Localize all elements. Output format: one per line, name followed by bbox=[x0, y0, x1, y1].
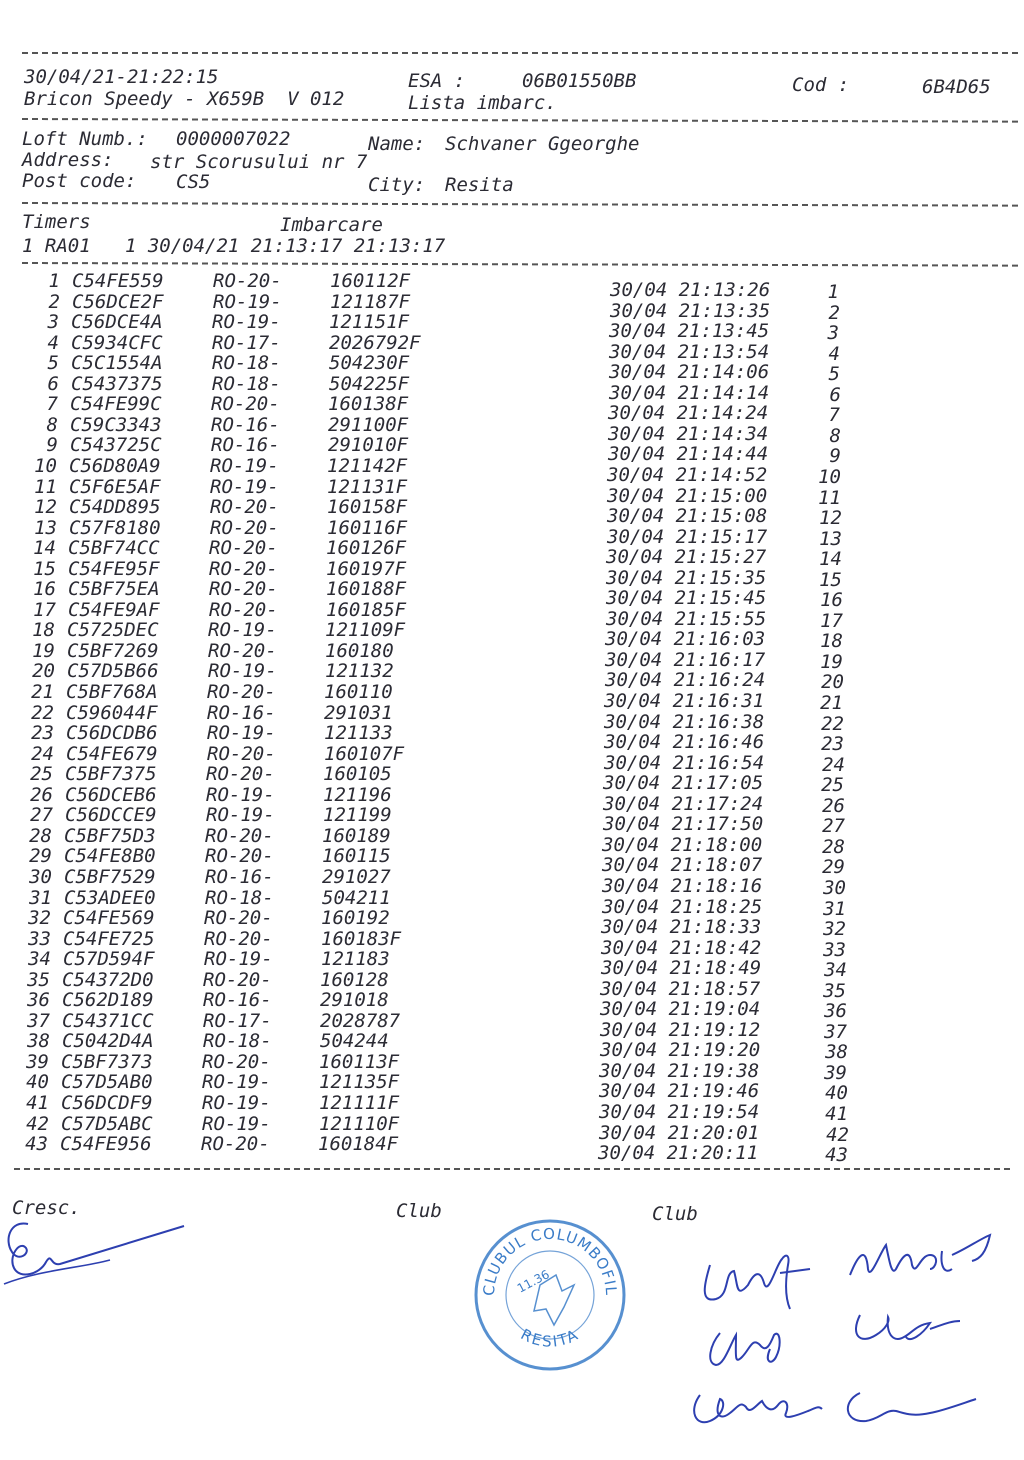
bird-list bbox=[0, 270, 1024, 1170]
loft-divider bbox=[22, 202, 1018, 207]
arrival-time: 30/04 21:14:24 bbox=[608, 402, 769, 425]
club-label-2: Club bbox=[652, 1203, 698, 1225]
arrival-time: 30/04 21:19:20 bbox=[600, 1039, 761, 1062]
timers-divider bbox=[22, 262, 1018, 267]
arrival-position: 5 bbox=[828, 363, 840, 386]
bird-chip-id: C54FE99C bbox=[70, 393, 162, 416]
bird-ring-prefix: RO-20- bbox=[210, 496, 279, 519]
bird-ring-prefix: RO-19- bbox=[213, 290, 282, 313]
arrival-time: 30/04 21:18:16 bbox=[602, 874, 763, 897]
arrival-position: 8 bbox=[829, 424, 841, 447]
arrival-position: 11 bbox=[818, 486, 841, 509]
bird-ring-prefix: RO-19- bbox=[202, 1112, 271, 1135]
bird-index: 11 bbox=[34, 475, 57, 498]
arrival-time: 30/04 21:14:14 bbox=[609, 381, 770, 404]
arrival-time: 30/04 21:18:57 bbox=[600, 977, 761, 1000]
bird-chip-id: C5BF768A bbox=[66, 681, 158, 703]
arrival-position: 40 bbox=[825, 1082, 848, 1105]
arrival-time: 30/04 21:16:03 bbox=[605, 628, 766, 651]
bird-ring-prefix: RO-19- bbox=[208, 660, 277, 683]
bird-index: 24 bbox=[31, 742, 54, 765]
bird-ring-prefix: RO-20- bbox=[202, 1050, 271, 1073]
bird-chip-id: C54FE679 bbox=[66, 742, 158, 765]
arrival-time: 30/04 21:19:12 bbox=[600, 1018, 761, 1041]
bird-index: 15 bbox=[33, 557, 56, 580]
bird-chip-id: C5BF7529 bbox=[64, 865, 156, 888]
arrival-time: 30/04 21:17:50 bbox=[603, 813, 764, 836]
bird-ring-prefix: RO-18- bbox=[212, 372, 281, 395]
bird-ring-number: 160180 bbox=[325, 639, 394, 662]
arrival-time: 30/04 21:19:46 bbox=[599, 1080, 760, 1103]
bird-index: 30 bbox=[29, 865, 52, 888]
bird-chip-id: C5725DEC bbox=[67, 619, 159, 642]
bird-index: 20 bbox=[32, 660, 55, 683]
cod-value: 6B4D65 bbox=[922, 76, 991, 98]
bird-ring-number: 121151F bbox=[329, 311, 410, 334]
bird-chip-id: C5BF75EA bbox=[68, 578, 160, 601]
bird-ring-number: 160184F bbox=[318, 1133, 399, 1156]
bird-index: 2 bbox=[48, 290, 60, 313]
bird-index: 10 bbox=[34, 454, 57, 477]
bird-ring-prefix: RO-20- bbox=[205, 845, 274, 868]
arrival-time: 30/04 21:19:04 bbox=[600, 998, 761, 1021]
city-label: City: bbox=[368, 174, 426, 196]
bird-ring-number: 160188F bbox=[326, 578, 407, 601]
bird-ring-number: 121109F bbox=[325, 619, 406, 642]
bird-ring-number: 160126F bbox=[326, 537, 407, 560]
arrival-position: 39 bbox=[824, 1061, 847, 1084]
bird-index: 16 bbox=[33, 578, 56, 601]
bird-ring-prefix: RO-20- bbox=[209, 578, 278, 601]
bird-ring-number: 121196 bbox=[323, 783, 392, 806]
bird-ring-prefix: RO-18- bbox=[205, 886, 274, 909]
bird-index: 31 bbox=[29, 886, 52, 909]
bird-chip-id: C5934CFC bbox=[71, 331, 163, 354]
arrival-position: 17 bbox=[820, 609, 843, 632]
header-divider bbox=[22, 118, 1018, 123]
arrival-time: 30/04 21:19:38 bbox=[599, 1059, 760, 1082]
bird-ring-number: 160197F bbox=[326, 557, 407, 580]
timers-label: Timers bbox=[22, 211, 91, 233]
arrival-position: 27 bbox=[822, 815, 845, 838]
bird-index: 14 bbox=[33, 537, 56, 560]
loft-name: Schvaner Ggeorghe bbox=[445, 133, 640, 155]
bird-chip-id: C5BF7269 bbox=[67, 639, 159, 662]
arrival-position: 19 bbox=[820, 650, 843, 673]
arrival-position: 33 bbox=[823, 938, 846, 961]
bird-index: 18 bbox=[32, 619, 55, 642]
arrival-position: 26 bbox=[822, 794, 845, 817]
arrival-position: 34 bbox=[824, 959, 847, 982]
bird-ring-number: 160116F bbox=[327, 516, 408, 539]
bird-index: 37 bbox=[27, 1009, 50, 1032]
bird-ring-prefix: RO-19- bbox=[210, 475, 279, 498]
bird-index: 33 bbox=[28, 927, 51, 950]
bird-ring-prefix: RO-19- bbox=[206, 783, 275, 806]
bird-chip-id: C56DCCE9 bbox=[65, 804, 157, 827]
bird-chip-id: C54FE725 bbox=[63, 927, 155, 950]
arrival-position: 21 bbox=[820, 692, 843, 714]
arrival-time: 30/04 21:15:27 bbox=[606, 546, 767, 569]
bird-ring-prefix: RO-16- bbox=[207, 701, 276, 724]
arrival-time: 30/04 21:14:44 bbox=[608, 443, 769, 466]
bird-index: 32 bbox=[28, 907, 51, 930]
arrival-position: 13 bbox=[819, 527, 842, 550]
arrival-time: 30/04 21:18:42 bbox=[601, 936, 762, 959]
bird-ring-number: 121133 bbox=[324, 722, 393, 745]
bird-index: 36 bbox=[27, 989, 50, 1012]
bird-ring-number: 121135F bbox=[319, 1071, 400, 1094]
bird-chip-id: C5C1554A bbox=[71, 352, 163, 375]
arrival-time: 30/04 21:18:07 bbox=[602, 854, 763, 877]
bird-chip-id: C53ADEE0 bbox=[64, 886, 156, 909]
bird-chip-id: C56DCE2F bbox=[72, 290, 164, 313]
arrival-position: 35 bbox=[823, 979, 846, 1002]
bird-index: 35 bbox=[27, 968, 50, 991]
bird-index: 34 bbox=[28, 948, 51, 971]
club-stamp bbox=[470, 1215, 630, 1375]
bird-ring-prefix: RO-19- bbox=[207, 722, 276, 745]
bird-ring-number: 2028787 bbox=[320, 1009, 401, 1032]
arrival-position: 14 bbox=[819, 548, 842, 571]
bird-chip-id: C596044F bbox=[66, 701, 158, 724]
arrival-time: 30/04 21:14:06 bbox=[609, 361, 770, 384]
bird-index: 12 bbox=[34, 496, 57, 519]
loft-number: 0000007022 bbox=[176, 128, 291, 150]
arrival-time: 30/04 21:13:54 bbox=[609, 340, 770, 363]
bird-ring-number: 160158F bbox=[327, 496, 408, 519]
arrival-position: 22 bbox=[821, 712, 844, 735]
arrival-position: 2 bbox=[828, 301, 840, 324]
bird-ring-number: 291027 bbox=[322, 865, 391, 888]
arrival-time: 30/04 21:13:35 bbox=[610, 299, 771, 322]
svg-text:RESITA bbox=[518, 1325, 583, 1351]
bird-chip-id: C56DCE4A bbox=[71, 311, 163, 334]
bird-chip-id: C56DCDF9 bbox=[61, 1092, 153, 1114]
arrival-time: 30/04 21:16:54 bbox=[604, 751, 765, 774]
arrival-position: 42 bbox=[826, 1123, 849, 1146]
bird-ring-prefix: RO-20- bbox=[203, 968, 272, 991]
bird-ring-number: 160128 bbox=[320, 968, 389, 991]
bird-index: 13 bbox=[34, 516, 57, 539]
bird-chip-id: C59C3343 bbox=[70, 413, 162, 436]
bird-ring-prefix: RO-19- bbox=[204, 948, 273, 971]
bird-ring-prefix: RO-18- bbox=[203, 1030, 272, 1053]
bird-ring-number: 121111F bbox=[319, 1092, 400, 1114]
esa-label: ESA : bbox=[408, 70, 466, 92]
arrival-position: 25 bbox=[821, 774, 844, 797]
loft-number-label: Loft Numb.: bbox=[22, 128, 148, 150]
bird-ring-number: 160113F bbox=[319, 1050, 400, 1073]
arrival-position: 32 bbox=[823, 918, 846, 941]
bird-ring-prefix: RO-20- bbox=[207, 681, 276, 703]
bird-ring-number: 121199 bbox=[323, 804, 392, 827]
bird-ring-prefix: RO-20- bbox=[209, 598, 278, 621]
bird-ring-prefix: RO-20- bbox=[213, 270, 282, 292]
stamp-top-text: CLUBUL COLUMBOFIL bbox=[479, 1224, 621, 1297]
bird-chip-id: C54FE569 bbox=[63, 907, 155, 930]
bird-index: 9 bbox=[46, 434, 58, 457]
bird-chip-id: C56DCDB6 bbox=[66, 722, 158, 745]
arrival-time: 30/04 21:19:54 bbox=[599, 1101, 760, 1123]
bird-index: 43 bbox=[25, 1133, 48, 1156]
bird-ring-prefix: RO-16- bbox=[211, 434, 280, 457]
arrival-position: 18 bbox=[820, 630, 843, 653]
arrival-time: 30/04 21:13:26 bbox=[610, 279, 771, 301]
arrival-time: 30/04 21:15:45 bbox=[606, 587, 767, 610]
bird-ring-number: 160189 bbox=[322, 824, 391, 847]
arrival-position: 9 bbox=[829, 445, 841, 468]
bird-ring-prefix: RO-16- bbox=[203, 989, 272, 1012]
bird-chip-id: C5BF74CC bbox=[68, 537, 160, 560]
bird-chip-id: C57D5ABC bbox=[61, 1112, 153, 1135]
bird-chip-id: C562D189 bbox=[62, 989, 154, 1012]
bird-index: 26 bbox=[30, 783, 53, 806]
bird-index: 25 bbox=[30, 763, 53, 786]
arrival-time: 30/04 21:20:01 bbox=[599, 1121, 760, 1144]
arrival-position: 23 bbox=[821, 733, 844, 756]
arrival-position: 16 bbox=[820, 589, 843, 612]
arrival-position: 4 bbox=[828, 342, 840, 365]
bird-chip-id: C5BF7373 bbox=[61, 1050, 153, 1073]
arrival-time: 30/04 21:18:33 bbox=[601, 916, 762, 939]
arrival-time: 30/04 21:15:55 bbox=[606, 607, 767, 630]
postcode-value: CS5 bbox=[176, 171, 211, 193]
bird-ring-prefix: RO-19- bbox=[206, 804, 275, 827]
arrival-time: 30/04 21:13:45 bbox=[609, 320, 770, 343]
cod-label: Cod : bbox=[792, 74, 850, 96]
bird-chip-id: C543725C bbox=[70, 434, 162, 457]
print-datetime: 30/04/21-21:22:15 bbox=[24, 66, 219, 88]
bird-ring-prefix: RO-16- bbox=[211, 413, 280, 436]
arrival-time: 30/04 21:16:46 bbox=[604, 731, 765, 754]
bird-chip-id: C56D80A9 bbox=[69, 454, 161, 477]
bird-ring-number: 291010F bbox=[328, 434, 409, 457]
bird-index: 17 bbox=[33, 598, 56, 621]
bird-ring-number: 2026792F bbox=[329, 331, 421, 354]
bird-index: 29 bbox=[29, 845, 52, 868]
bird-ring-prefix: RO-19- bbox=[212, 311, 281, 334]
bird-ring-number: 160138F bbox=[328, 393, 409, 416]
bird-index: 38 bbox=[27, 1030, 50, 1053]
arrival-time: 30/04 21:15:00 bbox=[607, 484, 768, 507]
bird-index: 7 bbox=[46, 393, 58, 416]
bird-ring-number: 291100F bbox=[328, 413, 409, 436]
bird-ring-prefix: RO-20- bbox=[211, 393, 280, 416]
bird-ring-prefix: RO-20- bbox=[204, 927, 273, 950]
bird-ring-number: 121110F bbox=[319, 1112, 400, 1135]
arrival-time: 30/04 21:14:52 bbox=[607, 463, 768, 486]
bird-ring-number: 291018 bbox=[320, 989, 389, 1012]
esa-value: 06B01550BB bbox=[522, 70, 637, 92]
bird-ring-prefix: RO-18- bbox=[212, 352, 281, 375]
bird-row bbox=[0, 1133, 1024, 1167]
imbarcare-label: Imbarcare bbox=[280, 214, 383, 236]
arrival-time: 30/04 21:17:05 bbox=[603, 772, 764, 795]
arrival-time: 30/04 21:16:17 bbox=[605, 648, 766, 671]
bird-ring-number: 504244 bbox=[320, 1030, 389, 1053]
bird-ring-prefix: RO-20- bbox=[210, 516, 279, 539]
arrival-time: 30/04 21:20:11 bbox=[598, 1142, 759, 1165]
arrival-position: 36 bbox=[824, 1000, 847, 1023]
list-end-divider bbox=[14, 1168, 1010, 1170]
arrival-position: 10 bbox=[818, 465, 841, 488]
bird-chip-id: C56DCEB6 bbox=[65, 783, 157, 806]
bird-chip-id: C54FE559 bbox=[72, 270, 164, 292]
bird-index: 40 bbox=[26, 1071, 49, 1094]
arrival-position: 20 bbox=[821, 671, 844, 694]
breeder-signature bbox=[0, 1210, 200, 1300]
bird-chip-id: C57D5B66 bbox=[67, 660, 159, 683]
bird-index: 5 bbox=[47, 352, 59, 375]
bird-chip-id: C57D5AB0 bbox=[61, 1071, 153, 1094]
bird-ring-prefix: RO-20- bbox=[209, 537, 278, 560]
bird-chip-id: C57D594F bbox=[63, 948, 155, 971]
bird-ring-number: 160110 bbox=[324, 681, 393, 703]
bird-ring-prefix: RO-20- bbox=[204, 907, 273, 930]
arrival-position: 31 bbox=[823, 897, 846, 920]
bird-ring-number: 121131F bbox=[327, 475, 408, 498]
bird-ring-number: 504211 bbox=[322, 886, 391, 909]
bird-ring-number: 160185F bbox=[326, 598, 407, 621]
arrival-time: 30/04 21:14:34 bbox=[608, 422, 769, 445]
bird-index: 8 bbox=[46, 413, 58, 436]
arrival-position: 43 bbox=[825, 1144, 848, 1167]
bird-chip-id: C5BF7375 bbox=[65, 763, 157, 786]
arrival-time: 30/04 21:15:17 bbox=[607, 525, 768, 548]
address-value: str Scorusului nr 7 bbox=[150, 151, 368, 173]
postcode-label: Post code: bbox=[22, 170, 137, 192]
bird-ring-number: 504230F bbox=[329, 352, 410, 375]
bird-ring-number: 160183F bbox=[321, 927, 402, 950]
bird-index: 28 bbox=[29, 824, 52, 847]
bird-index: 41 bbox=[26, 1092, 49, 1114]
bird-ring-prefix: RO-16- bbox=[205, 865, 274, 888]
arrival-time: 30/04 21:18:25 bbox=[602, 895, 763, 918]
bird-ring-number: 121183 bbox=[321, 948, 390, 971]
bird-index: 3 bbox=[47, 311, 59, 334]
arrival-position: 12 bbox=[819, 507, 842, 530]
bird-ring-number: 160192 bbox=[321, 907, 390, 930]
bird-ring-prefix: RO-19- bbox=[202, 1092, 271, 1114]
bird-chip-id: C5042D4A bbox=[62, 1030, 154, 1053]
bird-chip-id: C54371CC bbox=[62, 1009, 154, 1032]
bird-ring-prefix: RO-20- bbox=[206, 763, 275, 786]
bird-index: 19 bbox=[32, 639, 55, 662]
arrival-time: 30/04 21:16:31 bbox=[604, 690, 765, 712]
bird-ring-prefix: RO-20- bbox=[207, 742, 276, 765]
bird-chip-id: C54372D0 bbox=[62, 968, 154, 991]
arrival-time: 30/04 21:16:38 bbox=[604, 710, 765, 733]
bird-ring-number: 291031 bbox=[324, 701, 393, 724]
timer-line: 1 RA01 1 30/04/21 21:13:17 21:13:17 bbox=[22, 235, 446, 257]
bird-chip-id: C57F8180 bbox=[69, 516, 161, 539]
bird-ring-prefix: RO-19- bbox=[202, 1071, 271, 1094]
list-title: Lista imbarc. bbox=[408, 92, 557, 114]
bird-ring-number: 160115 bbox=[322, 845, 391, 868]
signature-name-1: MANER bbox=[840, 1237, 844, 1238]
bird-index: 42 bbox=[26, 1112, 49, 1135]
bird-chip-id: C54FE9AF bbox=[68, 598, 160, 621]
arrival-position: 3 bbox=[827, 322, 839, 345]
club-label-1: Club bbox=[396, 1200, 442, 1222]
bird-ring-number: 121142F bbox=[327, 454, 408, 477]
bird-index: 39 bbox=[26, 1050, 49, 1073]
bird-ring-number: 160107F bbox=[324, 742, 405, 765]
bird-index: 27 bbox=[30, 804, 53, 827]
arrival-time: 30/04 21:15:08 bbox=[607, 505, 768, 528]
bird-ring-prefix: RO-19- bbox=[210, 454, 279, 477]
bird-chip-id: C54FE95F bbox=[68, 557, 160, 580]
device-name: Bricon Speedy - X659B V 012 bbox=[24, 88, 345, 110]
arrival-time: 30/04 21:17:24 bbox=[603, 792, 764, 815]
bird-ring-number: 121187F bbox=[330, 290, 411, 313]
bird-ring-number: 160112F bbox=[330, 270, 411, 292]
bird-index: 4 bbox=[47, 331, 59, 354]
bird-ring-prefix: RO-20- bbox=[209, 557, 278, 580]
arrival-time: 30/04 21:18:00 bbox=[602, 833, 763, 856]
city-value: Resita bbox=[445, 174, 514, 196]
bird-ring-prefix: RO-20- bbox=[201, 1133, 270, 1156]
arrival-position: 30 bbox=[823, 876, 846, 899]
arrival-time: 30/04 21:18:49 bbox=[601, 957, 762, 980]
arrival-position: 38 bbox=[825, 1041, 848, 1064]
bird-ring-number: 504225F bbox=[329, 372, 410, 395]
stamp-bottom-text: RESITA bbox=[517, 1325, 583, 1351]
arrival-time: 30/04 21:16:24 bbox=[605, 669, 766, 692]
bird-index: 22 bbox=[31, 701, 54, 724]
bird-index: 23 bbox=[31, 722, 54, 745]
bird-index: 1 bbox=[48, 270, 60, 292]
bird-ring-number: 160105 bbox=[323, 763, 392, 786]
cresc-label: Cresc. bbox=[12, 1197, 81, 1219]
bird-chip-id: C54FE956 bbox=[60, 1133, 152, 1156]
loft-name-label: Name: bbox=[368, 133, 426, 155]
bird-index: 6 bbox=[47, 372, 59, 395]
bird-chip-id: C54DD895 bbox=[69, 496, 161, 519]
bird-ring-prefix: RO-17- bbox=[212, 331, 281, 354]
top-divider bbox=[22, 52, 1018, 54]
bird-chip-id: C5BF75D3 bbox=[64, 824, 156, 847]
committee-signatures bbox=[690, 1225, 1010, 1445]
bird-ring-prefix: RO-20- bbox=[205, 824, 274, 847]
arrival-position: 37 bbox=[824, 1020, 847, 1043]
bird-chip-id: C5437375 bbox=[71, 372, 163, 395]
bird-ring-prefix: RO-17- bbox=[203, 1009, 272, 1032]
bird-index: 21 bbox=[31, 681, 54, 703]
bird-chip-id: C54FE8B0 bbox=[64, 845, 156, 868]
arrival-position: 15 bbox=[819, 568, 842, 591]
bird-chip-id: C5F6E5AF bbox=[69, 475, 161, 498]
arrival-position: 1 bbox=[827, 281, 839, 303]
arrival-position: 29 bbox=[822, 856, 845, 879]
arrival-position: 41 bbox=[825, 1103, 848, 1125]
arrival-position: 6 bbox=[829, 383, 841, 406]
arrival-time: 30/04 21:15:35 bbox=[606, 566, 767, 589]
address-label: Address: bbox=[22, 149, 114, 171]
stamp-code: 11.36 bbox=[514, 1267, 552, 1296]
svg-text:CLUBUL COLUMBOFIL bbox=[480, 1225, 620, 1296]
bird-ring-prefix: RO-20- bbox=[208, 639, 277, 662]
bird-ring-number: 121132 bbox=[325, 660, 394, 683]
arrival-position: 24 bbox=[822, 753, 845, 776]
bird-ring-prefix: RO-19- bbox=[208, 619, 277, 642]
arrival-position: 28 bbox=[822, 835, 845, 858]
arrival-position: 7 bbox=[828, 404, 840, 427]
